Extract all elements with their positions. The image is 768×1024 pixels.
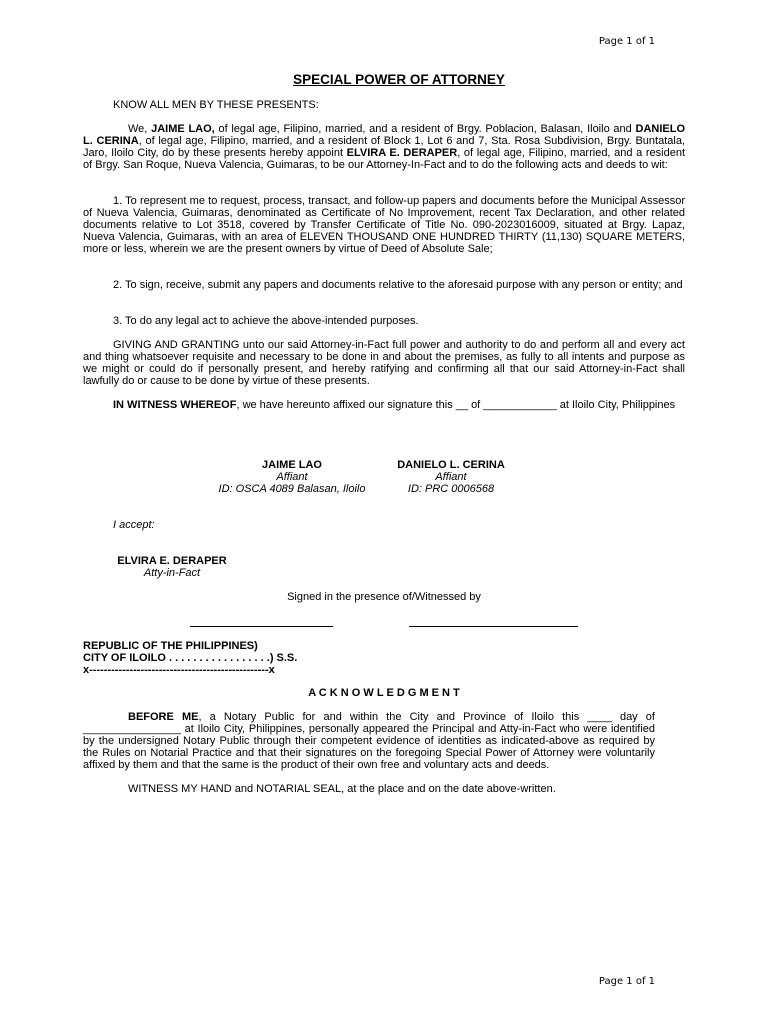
acknowledgment-paragraph — [83, 712, 655, 772]
giving-paragraph: GIVING AND GRANTING unto our said Attorney-in-Fact full power and authority to do and perform all and every act and thing whatsoever requisite and necessary to be done in and about the premises, as fully to all intents and purpose as we might or could do if personally present, and hereby ratifying and confirming all that our said Attorney-in-Fact shall lawfully do or cause to be done by virtue of these presents. — [83, 339, 685, 387]
intro-text: , of legal age, Filipino, married, and a resident of Brgy. San Roque, Nueva Valencia, Guimaras, to be our Attorney-In-Fact and to do the following acts and deeds to wit: — [83, 146, 685, 171]
document-title: SPECIAL POWER OF ATTORNEY — [293, 72, 505, 87]
attorney-role: Atty-in-Fact — [143, 566, 201, 579]
ack-text: , a Notary Public for and within the City and Province of Iloilo this ____ day of ________________ at Iloilo City, Philippines, personally appeared the Principal and Atty-in-Fact who were identified by the undersigned Notary Public through their competent evidence of identities as indicated-above as required by the Rules on Notarial Practice and that their signatures on the foregoing Special Power of Attorney were voluntarily affixed by them and that the same is the product of their own free and voluntary acts and deeds. — [83, 711, 655, 771]
venue-republic: REPUBLIC OF THE PHILIPPINES) — [83, 640, 258, 652]
signatory-2 — [382, 460, 520, 496]
signatory-name: JAIME LAO — [262, 459, 322, 471]
header-page-number: Page 1 of 1 — [598, 36, 655, 47]
signatory-name: DANIELO L. CERINA — [397, 459, 505, 471]
witness-signature-line-1 — [190, 626, 333, 627]
signatory-id: ID: OSCA 4089 Balasan, Iloilo — [218, 482, 366, 495]
witness-signature-line-2 — [409, 626, 578, 627]
item-1: 1. To represent me to request, process, transact, and follow-up papers and documents before the Municipal Assessor of Nueva Valencia, Guimaras, denominated as Certificate of No Improvement, recent Tax Declaration, and other related documents relative to Lot 3518, covered by Transfer Certificate of Title No. 090-2023016009, situated at Brgy. Lapaz, Nueva Valencia, Guimaras, with an area of ELEVEN THOUSAND ONE HUNDRED THIRTY (11,130) SQUARE METERS, more or less, wherein we are the present owners by virtue of Deed of Absolute Sale; — [83, 195, 685, 255]
opening-line: KNOW ALL MEN BY THESE PRESENTS: — [113, 99, 319, 111]
closing-line: WITNESS MY HAND and NOTARIAL SEAL, at the place and on the date above-written. — [128, 783, 556, 795]
ack-heading: BEFORE ME — [128, 711, 199, 723]
witness-heading: IN WITNESS WHEREOF — [113, 399, 237, 411]
signatory-role: Affiant — [276, 470, 308, 483]
principal-name-1: JAIME LAO, — [151, 123, 215, 135]
acknowledgment-title: A C K N O W L E D G M E N T — [308, 687, 460, 699]
witnessed-by-label: Signed in the presence of/Witnessed by — [287, 591, 481, 603]
intro-text: We, — [128, 123, 152, 135]
principal-name-2: DANIELO L. CERINA — [83, 123, 685, 147]
attorney-name: ELVIRA E. DERAPER — [346, 146, 458, 159]
intro-text: , of legal age, Filipino, married, and a resident of Block 1, Lot 6 and 7, Sta. Rosa Subdivision, Brgy. Buntatala, Jaro, Iloilo City, do by these presents hereby appoint — [83, 134, 685, 159]
witness-text: , we have hereunto affixed our signature this __ of ____________ at Iloilo City, Philippines — [236, 399, 676, 411]
item-2: 2. To sign, receive, submit any papers and documents relative to the aforesaid purpose with any person or entity; and — [113, 279, 683, 291]
signatory-id: ID: PRC 0006568 — [407, 482, 495, 495]
attorney-sign-name: ELVIRA E. DERAPER — [117, 555, 227, 567]
witness-paragraph — [83, 400, 685, 412]
intro-paragraph — [83, 124, 685, 172]
signatory-role: Affiant — [435, 470, 467, 483]
venue-block — [83, 640, 297, 677]
accept-label: I accept: — [113, 519, 155, 531]
attorney-signature — [108, 556, 236, 580]
venue-city: CITY OF ILOILO . . . . . . . . . . . . . . . . .) S.S. — [83, 652, 298, 665]
intro-text: of legal age, Filipino, married, and a resident of Brgy. Poblacion, Balasan, Iloilo and — [214, 123, 636, 135]
venue-separator: x-------------------------------------------------x — [83, 664, 275, 677]
signatory-1 — [212, 460, 372, 496]
footer-page-number: Page 1 of 1 — [598, 976, 655, 987]
item-3: 3. To do any legal act to achieve the above-intended purposes. — [113, 315, 419, 327]
